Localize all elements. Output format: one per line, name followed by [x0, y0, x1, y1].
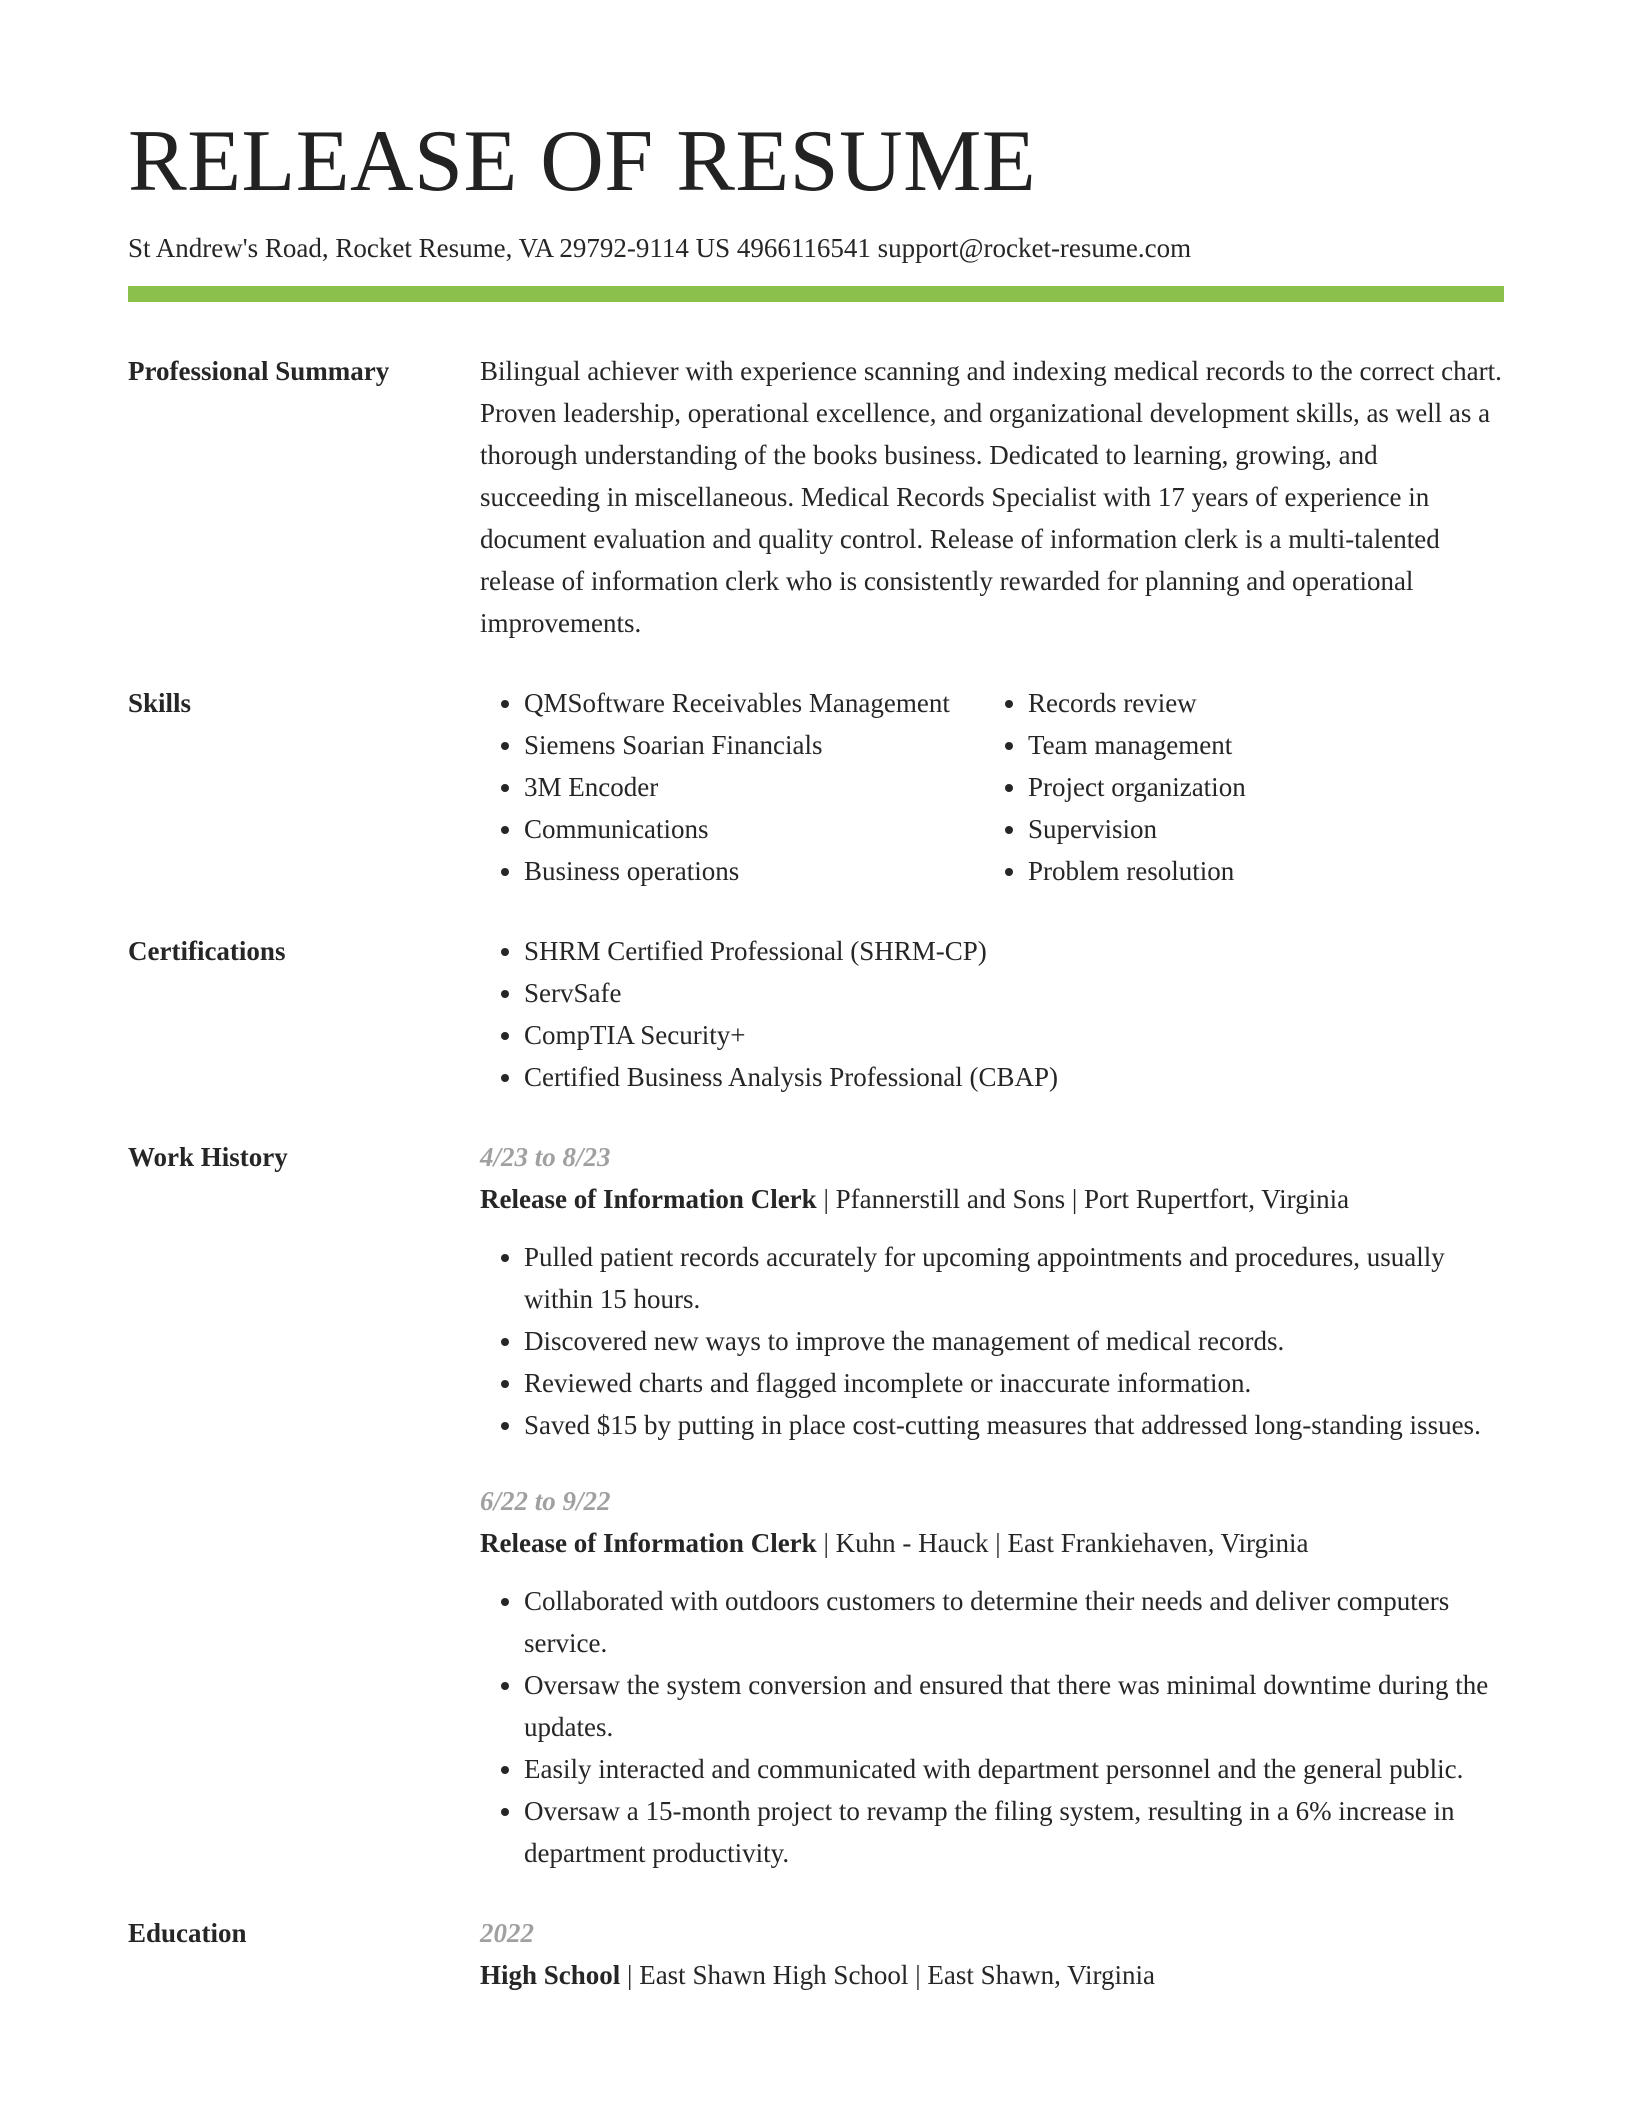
education-body	[480, 1912, 1504, 1996]
job-bullet: • Pulled patient records accurately for upcoming appointments and procedures, usually within 15 hours.	[524, 1236, 1504, 1320]
summary-text: Bilingual achiever with experience scanning and indexing medical records to the correct chart. Proven leadership, operational excellence, and organizational development skills, as well as a thorough understanding of the books business. Dedicated to learning, growing, and succeeding in miscellaneous. Medical Records Specialist with 17 years of experience in document evaluation and quality control. Release of information clerk is a multi-talented release of information clerk who is consistently rewarded for planning and operational improvements.	[480, 356, 1502, 639]
job-bullet: • Saved $15 by putting in place cost-cutting measures that addressed long-standing issues.	[524, 1404, 1504, 1446]
education-year: 2022	[480, 1918, 534, 1949]
skill-item: • 3M Encoder	[524, 766, 984, 808]
skill-item: • Team management	[1028, 724, 1246, 766]
summary-section	[128, 350, 1504, 644]
education-details: | East Shawn High School | East Shawn, Virginia	[620, 1960, 1155, 1991]
job-entry	[480, 1480, 1504, 1874]
section-title-education: Education	[128, 1918, 247, 1949]
skill-item: • Siemens Soarian Financials	[524, 724, 984, 766]
job-dates: 4/23 to 8/23	[480, 1142, 611, 1173]
job-role: Release of Information Clerk	[480, 1528, 817, 1559]
certifications-section	[128, 930, 1504, 1098]
section-title-skills: Skills	[128, 688, 192, 719]
job-bullet: • Easily interacted and communicated with department personnel and the general public.	[524, 1748, 1504, 1790]
skills-body	[480, 682, 1504, 892]
section-title-summary: Professional Summary	[128, 356, 390, 387]
job-bullet: • Discovered new ways to improve the management of medical records.	[524, 1320, 1504, 1362]
certification-item: • CompTIA Security+	[524, 1014, 1504, 1056]
work-history-section	[128, 1136, 1504, 1874]
job-bullets	[480, 1236, 1504, 1446]
education-degree: High School	[480, 1960, 621, 1991]
section-title-certifications: Certifications	[128, 936, 286, 967]
certification-item: • ServSafe	[524, 972, 1504, 1014]
skill-item: • QMSoftware Receivables Management	[524, 682, 984, 724]
skill-item: • Communications	[524, 808, 984, 850]
skills-section	[128, 682, 1504, 892]
skills-list-left	[480, 682, 984, 892]
certifications-body	[480, 930, 1504, 1098]
certification-item: • SHRM Certified Professional (SHRM-CP)	[524, 930, 1504, 972]
education-line	[480, 1954, 1504, 1996]
skill-item: • Problem resolution	[1028, 850, 1246, 892]
education-section	[128, 1912, 1504, 1996]
certification-item: • Certified Business Analysis Professional (CBAP)	[524, 1056, 1504, 1098]
job-title-line	[480, 1522, 1504, 1564]
work-history-body	[480, 1136, 1504, 1874]
skill-item: • Records review	[1028, 682, 1246, 724]
skill-item: • Project organization	[1028, 766, 1246, 808]
job-details: | Kuhn - Hauck | East Frankiehaven, Virginia	[816, 1528, 1309, 1559]
job-entry	[480, 1136, 1504, 1446]
job-bullet: • Oversaw a 15-month project to revamp the filing system, resulting in a 6% increase in department productivity.	[524, 1790, 1504, 1874]
skill-item: • Supervision	[1028, 808, 1246, 850]
summary-body	[480, 350, 1504, 644]
skills-list-right	[984, 682, 1246, 892]
resume-name: RELEASE OF RESUME	[128, 113, 1037, 210]
skill-item: • Business operations	[524, 850, 984, 892]
job-bullets	[480, 1580, 1504, 1874]
contact-line: St Andrew's Road, Rocket Resume, VA 29792-9114 US 4966116541 support@rocket-resume.com	[128, 233, 1192, 263]
section-title-work-history: Work History	[128, 1142, 288, 1173]
job-role: Release of Information Clerk	[480, 1184, 817, 1215]
job-title-line	[480, 1178, 1504, 1220]
accent-rule	[128, 286, 1504, 302]
certifications-list	[480, 930, 1504, 1098]
job-details: | Pfannerstill and Sons | Port Rupertfort, Virginia	[816, 1184, 1350, 1215]
job-bullet: • Reviewed charts and flagged incomplete or inaccurate information.	[524, 1362, 1504, 1404]
job-bullet: • Collaborated with outdoors customers to determine their needs and deliver computers service.	[524, 1580, 1504, 1664]
job-dates: 6/22 to 9/22	[480, 1486, 611, 1517]
job-bullet: • Oversaw the system conversion and ensured that there was minimal downtime during the updates.	[524, 1664, 1504, 1748]
